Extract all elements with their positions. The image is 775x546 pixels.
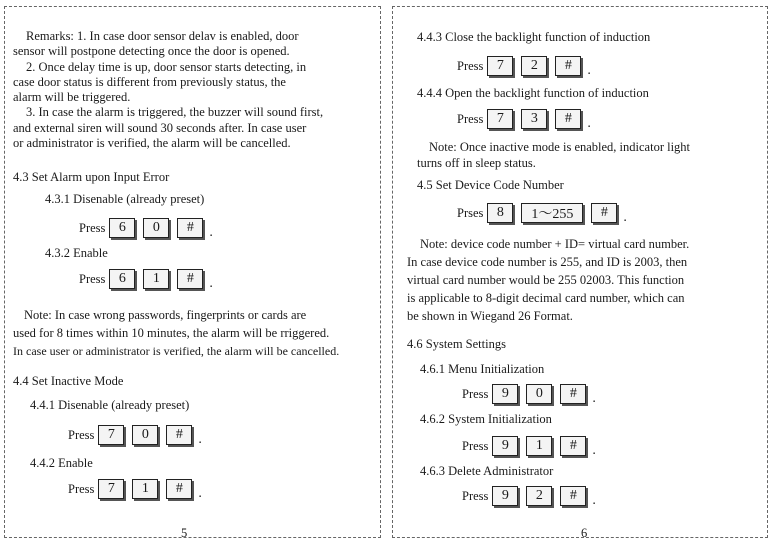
key-0: 0 <box>526 384 552 404</box>
section-heading-4-6: 4.6 System Settings <box>407 337 506 351</box>
press-label: Press <box>68 427 95 442</box>
section-heading-4-5: 4.5 Set Device Code Number <box>417 178 564 192</box>
press-label: Press <box>462 386 489 401</box>
key-0: 0 <box>132 425 158 445</box>
note-line: In case user or administrator is verified, the alarm will be cancelled. <box>13 344 340 358</box>
key-range-1-255: 1～255 <box>521 203 583 223</box>
key-hash: # <box>555 56 581 76</box>
remarks-line: 2. Once delay time is up, door sensor starts detecting, in <box>26 60 307 74</box>
key-9: 9 <box>492 384 518 404</box>
key-6: 6 <box>109 218 135 238</box>
key-7: 7 <box>98 425 124 445</box>
note-line: used for 8 times within 10 minutes, the alarm will be rriggered. <box>13 326 330 340</box>
press-label: Press <box>79 271 106 286</box>
key-hash: # <box>166 425 192 445</box>
key-sequence-4-4-3: Press 7 2 # . <box>457 58 591 78</box>
note-line: virtual card number would be 255 02003. This function <box>407 273 685 287</box>
key-0: 0 <box>143 218 169 238</box>
note-line: is applicable to 8-digit decimal card number, which can <box>407 291 685 305</box>
key-3: 3 <box>521 109 547 129</box>
subsection-4-3-1: 4.3.1 Disenable (already preset) <box>45 192 205 206</box>
key-8: 8 <box>487 203 513 223</box>
subsection-4-6-1: 4.6.1 Menu Initialization <box>420 362 545 376</box>
remarks-line: alarm will be triggered. <box>13 90 131 104</box>
press-label: Press <box>457 111 484 126</box>
press-label: Press <box>462 488 489 503</box>
key-sequence-4-3-2: Press 6 1 # . <box>79 271 213 291</box>
remarks-line: sensor will postpone detecting once the door is opened. <box>13 44 290 58</box>
note-line: Note: device code number + ID= virtual card number. <box>420 237 690 251</box>
remarks-line: Remarks: 1. In case door sensor delav is enabled, door <box>26 29 299 43</box>
key-9: 9 <box>492 436 518 456</box>
remarks-line: or administrator is verified, the alarm will be cancelled. <box>13 136 291 150</box>
key-hash: # <box>177 218 203 238</box>
subsection-4-4-1: 4.4.1 Disenable (already preset) <box>30 398 190 412</box>
note-line: be shown in Wiegand 26 Format. <box>407 309 573 323</box>
note-line: In case device code number is 255, and ID is 2003, then <box>407 255 688 269</box>
remarks-line: and external siren will sound 30 seconds after. In case user <box>13 121 307 135</box>
key-9: 9 <box>492 486 518 506</box>
key-sequence-4-3-1: Press 6 0 # . <box>79 220 213 240</box>
key-1: 1 <box>132 479 158 499</box>
key-7: 7 <box>98 479 124 499</box>
key-sequence-4-5: Prses 8 1～255 # . <box>457 205 627 225</box>
section-heading-4-3: 4.3 Set Alarm upon Input Error <box>13 170 170 184</box>
key-hash: # <box>560 384 586 404</box>
key-7: 7 <box>487 109 513 129</box>
key-sequence-4-4-2: Press 7 1 # . <box>68 481 202 501</box>
key-hash: # <box>177 269 203 289</box>
subsection-4-4-2: 4.4.2 Enable <box>30 456 93 470</box>
key-hash: # <box>560 486 586 506</box>
key-sequence-4-6-1: Press 9 0 # . <box>462 386 596 406</box>
key-hash: # <box>555 109 581 129</box>
subsection-4-4-3: 4.4.3 Close the backlight function of induction <box>417 30 651 44</box>
press-label: Press <box>68 481 95 496</box>
page-number: 5 <box>181 526 188 540</box>
prses-label: Prses <box>457 205 484 220</box>
key-hash: # <box>560 436 586 456</box>
key-hash: # <box>166 479 192 499</box>
key-1: 1 <box>143 269 169 289</box>
subsection-4-6-2: 4.6.2 System Initialization <box>420 412 552 426</box>
key-sequence-4-6-3: Press 9 2 # . <box>462 488 596 508</box>
section-heading-4-4: 4.4 Set Inactive Mode <box>13 374 124 388</box>
remarks-line: case door status is different from previously status, the <box>13 75 286 89</box>
press-label: Press <box>79 220 106 235</box>
key-sequence-4-4-1: Press 7 0 # . <box>68 427 202 447</box>
key-6: 6 <box>109 269 135 289</box>
subsection-4-6-3: 4.6.3 Delete Administrator <box>420 464 554 478</box>
key-2: 2 <box>526 486 552 506</box>
note-line: Note: In case wrong passwords, fingerprints or cards are <box>24 308 307 322</box>
subsection-4-4-4: 4.4.4 Open the backlight function of induction <box>417 86 649 100</box>
page-number: 6 <box>581 526 588 540</box>
key-sequence-4-4-4: Press 7 3 # . <box>457 111 591 131</box>
key-1: 1 <box>526 436 552 456</box>
key-7: 7 <box>487 56 513 76</box>
subsection-4-3-2: 4.3.2 Enable <box>45 246 108 260</box>
remarks-line: 3. In case the alarm is triggered, the buzzer will sound first, <box>26 105 324 119</box>
key-sequence-4-6-2: Press 9 1 # . <box>462 438 596 458</box>
press-label: Press <box>457 58 484 73</box>
note-line: Note: Once inactive mode is enabled, indicator light <box>429 140 691 154</box>
key-hash: # <box>591 203 617 223</box>
press-label: Press <box>462 438 489 453</box>
note-line: turns off in sleep status. <box>417 156 536 170</box>
key-2: 2 <box>521 56 547 76</box>
